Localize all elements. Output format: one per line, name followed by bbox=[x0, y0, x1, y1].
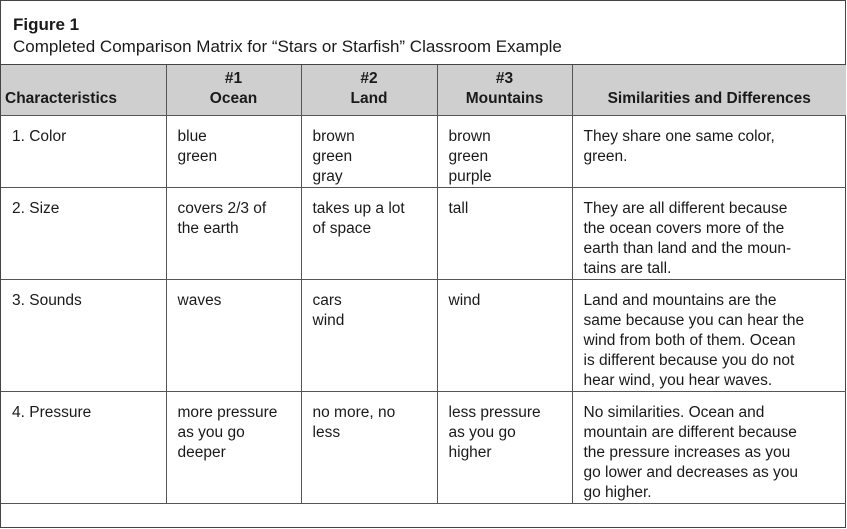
cell-mountains bbox=[437, 187, 572, 279]
header-line: Mountains bbox=[465, 89, 544, 107]
header-line: #2 bbox=[360, 69, 378, 87]
cell-mountains bbox=[437, 279, 572, 391]
cell-ocean bbox=[166, 115, 301, 187]
cell-line: less pressure bbox=[448, 403, 541, 421]
cell-characteristic bbox=[1, 391, 166, 503]
cell-mountains bbox=[437, 391, 572, 503]
header-characteristics bbox=[1, 65, 166, 115]
cell-line: go higher. bbox=[583, 483, 652, 501]
header-mountains bbox=[437, 65, 572, 115]
cell-comparison bbox=[572, 391, 846, 503]
header-line: Characteristics bbox=[5, 89, 118, 107]
cell-line: tall bbox=[448, 199, 469, 217]
cell-line: less bbox=[312, 423, 341, 441]
cell-line: green. bbox=[583, 147, 628, 165]
cell-line: of space bbox=[312, 219, 372, 237]
cell-ocean bbox=[166, 279, 301, 391]
cell-line: wind from both of them. Ocean bbox=[583, 331, 796, 349]
figure-number: Figure 1 bbox=[13, 15, 80, 34]
header-line: #1 bbox=[224, 69, 243, 87]
header-line: Ocean bbox=[209, 89, 258, 107]
table-row bbox=[1, 115, 846, 187]
cell-ocean bbox=[166, 187, 301, 279]
cell-line: is different because you do not bbox=[583, 351, 795, 369]
cell-mountains bbox=[437, 115, 572, 187]
cell-land bbox=[301, 279, 437, 391]
cell-line: gray bbox=[312, 167, 343, 185]
cell-line: no more, no bbox=[312, 403, 396, 421]
cell-line: brown bbox=[448, 127, 491, 145]
cell-line: Land and mountains are the bbox=[583, 291, 777, 309]
cell-line: takes up a lot bbox=[312, 199, 405, 217]
cell-comparison bbox=[572, 115, 846, 187]
cell-comparison bbox=[572, 279, 846, 391]
cell-line: the earth bbox=[177, 219, 239, 237]
header-similarities-differences bbox=[572, 65, 846, 115]
cell-line: mountain are different because bbox=[583, 423, 797, 441]
cell-line: They share one same color, bbox=[583, 127, 775, 145]
header-line: Similarities and Differences bbox=[607, 89, 811, 107]
cell-line: covers 2/3 of bbox=[177, 199, 267, 217]
cell-ocean bbox=[166, 391, 301, 503]
cell-characteristic bbox=[1, 279, 166, 391]
cell-line: purple bbox=[448, 167, 492, 185]
cell-line: tains are tall. bbox=[583, 259, 672, 277]
cell-line: 2. Size bbox=[12, 199, 60, 217]
cell-line: cars bbox=[312, 291, 342, 309]
cell-line: green bbox=[312, 147, 353, 165]
cell-line: as you go bbox=[177, 423, 245, 441]
cell-line: No similarities. Ocean and bbox=[583, 403, 765, 421]
header-ocean bbox=[166, 65, 301, 115]
cell-line: waves bbox=[177, 291, 222, 309]
cell-land bbox=[301, 391, 437, 503]
cell-characteristic bbox=[1, 187, 166, 279]
header-line: #3 bbox=[495, 69, 514, 87]
cell-line: earth than land and the moun- bbox=[583, 239, 792, 257]
cell-line: blue bbox=[177, 127, 207, 145]
cell-land bbox=[301, 187, 437, 279]
header-line: Land bbox=[350, 89, 388, 107]
header-land bbox=[301, 65, 437, 115]
figure-caption bbox=[1, 1, 845, 65]
cell-line: wind bbox=[312, 311, 345, 329]
table-row bbox=[1, 279, 846, 391]
comparison-matrix bbox=[1, 65, 846, 504]
cell-line: 4. Pressure bbox=[12, 403, 92, 421]
cell-characteristic bbox=[1, 115, 166, 187]
cell-line: deeper bbox=[177, 443, 226, 461]
cell-line: green bbox=[177, 147, 218, 165]
cell-comparison bbox=[572, 187, 846, 279]
cell-line: hear wind, you hear waves. bbox=[583, 371, 773, 389]
table-row bbox=[1, 187, 846, 279]
cell-line: wind bbox=[448, 291, 481, 309]
figure-title: Completed Comparison Matrix for “Stars or Starfish” Classroom Example bbox=[13, 37, 562, 56]
cell-line: higher bbox=[448, 443, 492, 461]
cell-line: They are all different because bbox=[583, 199, 788, 217]
cell-land bbox=[301, 115, 437, 187]
cell-line: as you go bbox=[448, 423, 516, 441]
cell-line: 1. Color bbox=[12, 127, 67, 145]
cell-line: the pressure increases as you bbox=[583, 443, 791, 461]
cell-line: green bbox=[448, 147, 489, 165]
matrix-body bbox=[1, 115, 846, 503]
cell-line: go lower and decreases as you bbox=[583, 463, 799, 481]
table-row bbox=[1, 391, 846, 503]
cell-line: the ocean covers more of the bbox=[583, 219, 785, 237]
cell-line: more pressure bbox=[177, 403, 278, 421]
cell-line: brown bbox=[312, 127, 355, 145]
cell-line: same because you can hear the bbox=[583, 311, 805, 329]
cell-line: 3. Sounds bbox=[12, 291, 82, 309]
